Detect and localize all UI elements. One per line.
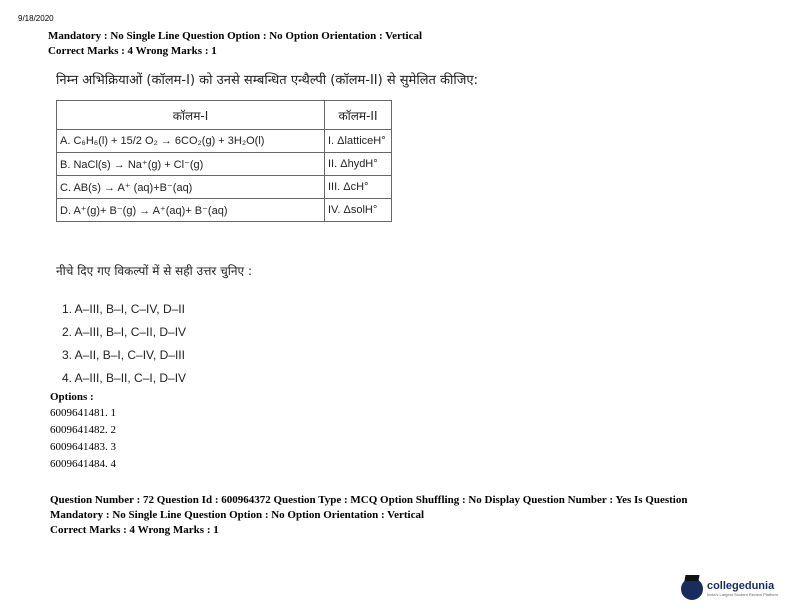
option-id-1: 6009641481. 1 (50, 407, 116, 419)
question-meta-line1: Mandatory : No Single Line Question Option : No Option Orientation : Vertical (48, 30, 423, 42)
table-header-row (57, 101, 392, 130)
table-row (57, 130, 392, 153)
column2-header: कॉलम-II (325, 101, 392, 130)
print-date: 9/18/2020 (18, 14, 54, 23)
next-question-meta-line1: Question Number : 72 Question Id : 600964372 Question Type : MCQ Option Shuffling : No Display Question Number : Yes Is Question (50, 494, 688, 506)
option-id-3: 6009641483. 3 (50, 441, 116, 453)
column1-header: कॉलम-I (57, 101, 325, 130)
question-text: निम्न अभिक्रियाओं (कॉलम-I) को उनसे सम्बन्धित एन्थैल्पी (कॉलम-II) से सुमेलित कीजिए: (56, 73, 478, 88)
next-question-meta-line3: Correct Marks : 4 Wrong Marks : 1 (50, 524, 219, 536)
row-b-left: B. NaCl(s) → Na⁺(g) + Cl⁻(g) (57, 153, 325, 176)
row-b-right: II. ΔhydH° (325, 153, 392, 176)
next-question-meta-line2: Mandatory : No Single Line Question Option : No Option Orientation : Vertical (50, 509, 425, 521)
row-d-right: IV. ΔsolH° (325, 199, 392, 222)
options-label: Options : (50, 391, 94, 403)
row-a-left: A. C₆H₆(l) + 15/2 O₂ → 6CO₂(g) + 3H₂O(l) (57, 130, 325, 153)
row-a-right: I. ΔlatticeH° (325, 130, 392, 153)
table-row (57, 176, 392, 199)
choice-4: 4. A–III, B–II, C–I, D–IV (62, 371, 187, 385)
table-row (57, 153, 392, 176)
logo-name: collegedunia (706, 580, 775, 592)
choose-prompt: नीचे दिए गए विकल्पों में से सही उत्तर चुनिए : (56, 264, 253, 278)
match-table (56, 100, 392, 222)
option-id-4: 6009641484. 4 (50, 458, 116, 470)
row-c-left: C. AB(s) → A⁺ (aq)+B⁻(aq) (57, 176, 325, 199)
choice-2: 2. A–III, B–I, C–II, D–IV (62, 325, 187, 339)
graduate-icon (681, 578, 703, 600)
logo-tagline: India's Largest Student Review Platform (706, 592, 778, 597)
row-d-left: D. A⁺(g)+ B⁻(g) → A⁺(aq)+ B⁻(aq) (57, 199, 325, 222)
choice-1: 1. A–III, B–I, C–IV, D–II (62, 302, 185, 316)
collegedunia-logo (681, 578, 778, 600)
choice-3: 3. A–II, B–I, C–IV, D–III (62, 348, 185, 362)
option-id-2: 6009641482. 2 (50, 424, 116, 436)
question-meta-line2: Correct Marks : 4 Wrong Marks : 1 (48, 45, 217, 57)
table-row (57, 199, 392, 222)
row-c-right: III. ΔcH° (325, 176, 392, 199)
